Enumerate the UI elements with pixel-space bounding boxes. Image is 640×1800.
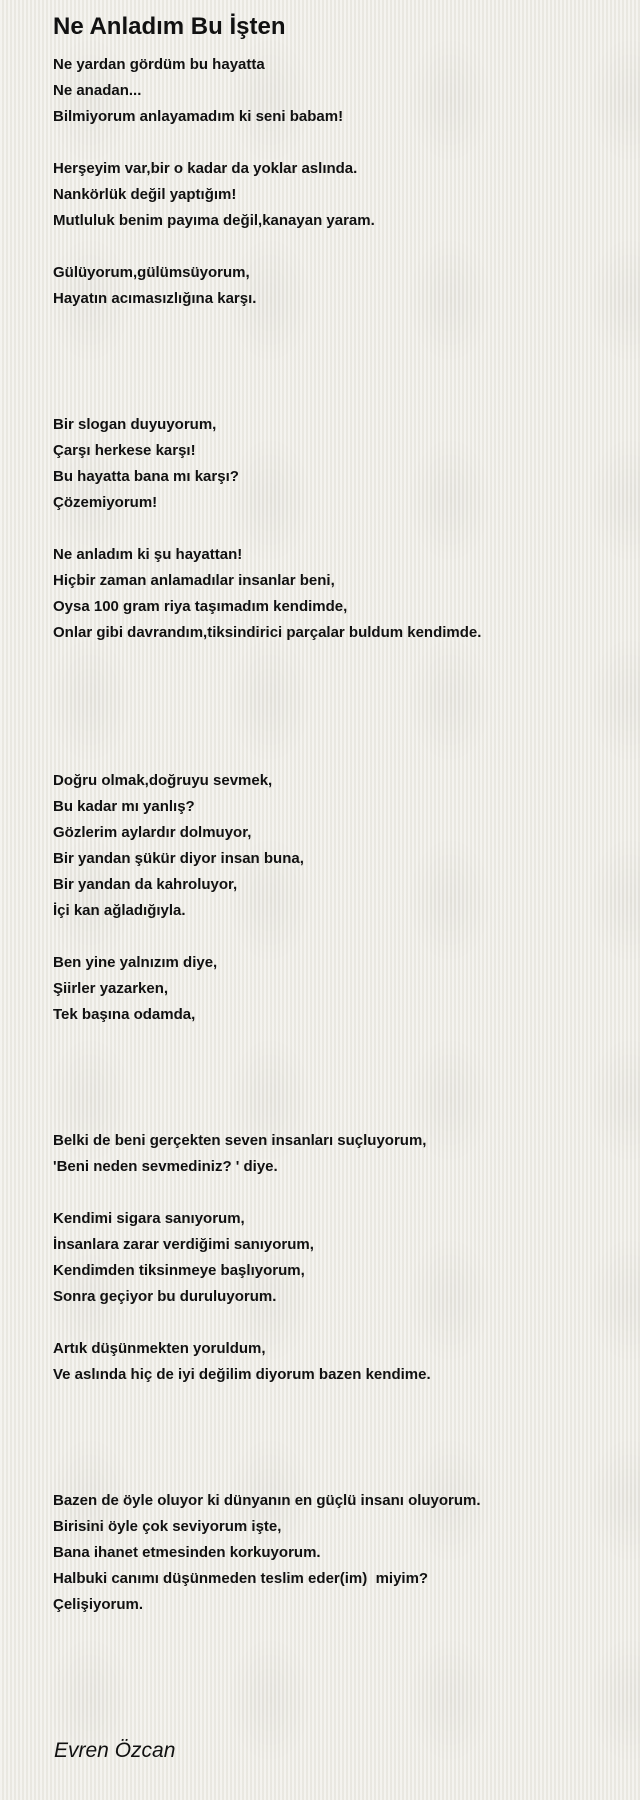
poem-line: Bir yandan da kahroluyor,	[53, 876, 238, 893]
stanza-gap	[53, 646, 640, 768]
poem-line: Ne anadan...	[53, 82, 142, 99]
poem-line: Birisini öyle çok seviyorum işte,	[53, 1518, 282, 1535]
stanza	[53, 950, 640, 1028]
poem-line: Gözlerim aylardır dolmuyor,	[53, 824, 252, 841]
poem-line: Herşeyim var,bir o kadar da yoklar aslında.	[53, 160, 358, 177]
poem-line: Şiirler yazarken,	[53, 980, 169, 997]
poem-line: Bu kadar mı yanlış?	[53, 798, 195, 815]
poem-body	[53, 52, 640, 1618]
stanza	[53, 768, 640, 924]
poem-line: Ne yardan gördüm bu hayatta	[53, 56, 265, 73]
poem-line: Kendimden tiksinmeye başlıyorum,	[53, 1262, 305, 1279]
poem-line: 'Beni neden sevmediniz? ' diye.	[53, 1158, 278, 1175]
stanza	[53, 542, 640, 646]
stanza	[53, 1206, 640, 1310]
poem-line: İçi kan ağladığıyla.	[53, 902, 186, 919]
stanza-gap	[53, 1180, 640, 1206]
poem-line: Bazen de öyle oluyor ki dünyanın en güçlü insanı oluyorum.	[53, 1492, 481, 1509]
poem-line: Halbuki canımı düşünmeden teslim eder(im) miyim?	[53, 1570, 429, 1587]
poem-line: Tek başına odamda,	[53, 1006, 196, 1023]
poem-line: Ne anladım ki şu hayattan!	[53, 546, 243, 563]
stanza-gap	[53, 234, 640, 260]
poem-line: Sonra geçiyor bu duruluyorum.	[53, 1288, 277, 1305]
poem-line: Çözemiyorum!	[53, 494, 158, 511]
poem-line: Mutluluk benim payıma değil,kanayan yaram.	[53, 212, 375, 229]
poem-line: Bir slogan duyuyorum,	[53, 416, 217, 433]
poem-line: Bir yandan şükür diyor insan buna,	[53, 850, 304, 867]
poem-line: Oysa 100 gram riya taşımadım kendimde,	[53, 598, 348, 615]
poem-line: Hiçbir zaman anlamadılar insanlar beni,	[53, 572, 335, 589]
poem-line: Belki de beni gerçekten seven insanları suçluyorum,	[53, 1132, 427, 1149]
poem-line: Ve aslında hiç de iyi değilim diyorum bazen kendime.	[53, 1366, 431, 1383]
stanza-gap	[53, 1388, 640, 1488]
poem-line: Onlar gibi davrandım,tiksindirici parçalar buldum kendimde.	[53, 624, 482, 641]
poem-author: Evren Özcan	[54, 1739, 176, 1762]
stanza-gap	[53, 924, 640, 950]
poem-line: Çelişiyorum.	[53, 1596, 144, 1613]
poem-line: Nankörlük değil yaptığım!	[53, 186, 237, 203]
stanza-gap	[53, 516, 640, 542]
stanza	[53, 156, 640, 234]
poem-title: Ne Anladım Bu İşten	[53, 13, 286, 40]
poem-line: Bu hayatta bana mı karşı?	[53, 468, 239, 485]
poem-line: Kendimi sigara sanıyorum,	[53, 1210, 245, 1227]
poem-line: Hayatın acımasızlığına karşı.	[53, 290, 257, 307]
stanza-gap	[53, 130, 640, 156]
poem-line: Gülüyorum,gülümsüyorum,	[53, 264, 250, 281]
stanza	[53, 1128, 640, 1180]
poem-line: Çarşı herkese karşı!	[53, 442, 196, 459]
stanza	[53, 52, 640, 130]
stanza	[53, 412, 640, 516]
stanza	[53, 1336, 640, 1388]
stanza-gap	[53, 1028, 640, 1128]
stanza-gap	[53, 312, 640, 412]
stanza-gap	[53, 1310, 640, 1336]
poem-line: Doğru olmak,doğruyu sevmek,	[53, 772, 273, 789]
stanza	[53, 260, 640, 312]
poem-line: Ben yine yalnızım diye,	[53, 954, 218, 971]
poem-line: Bana ihanet etmesinden korkuyorum.	[53, 1544, 321, 1561]
poem-line: Bilmiyorum anlayamadım ki seni babam!	[53, 108, 344, 125]
poem-line: İnsanlara zarar verdiğimi sanıyorum,	[53, 1236, 314, 1253]
poem-line: Artık düşünmekten yoruldum,	[53, 1340, 266, 1357]
stanza	[53, 1488, 640, 1618]
